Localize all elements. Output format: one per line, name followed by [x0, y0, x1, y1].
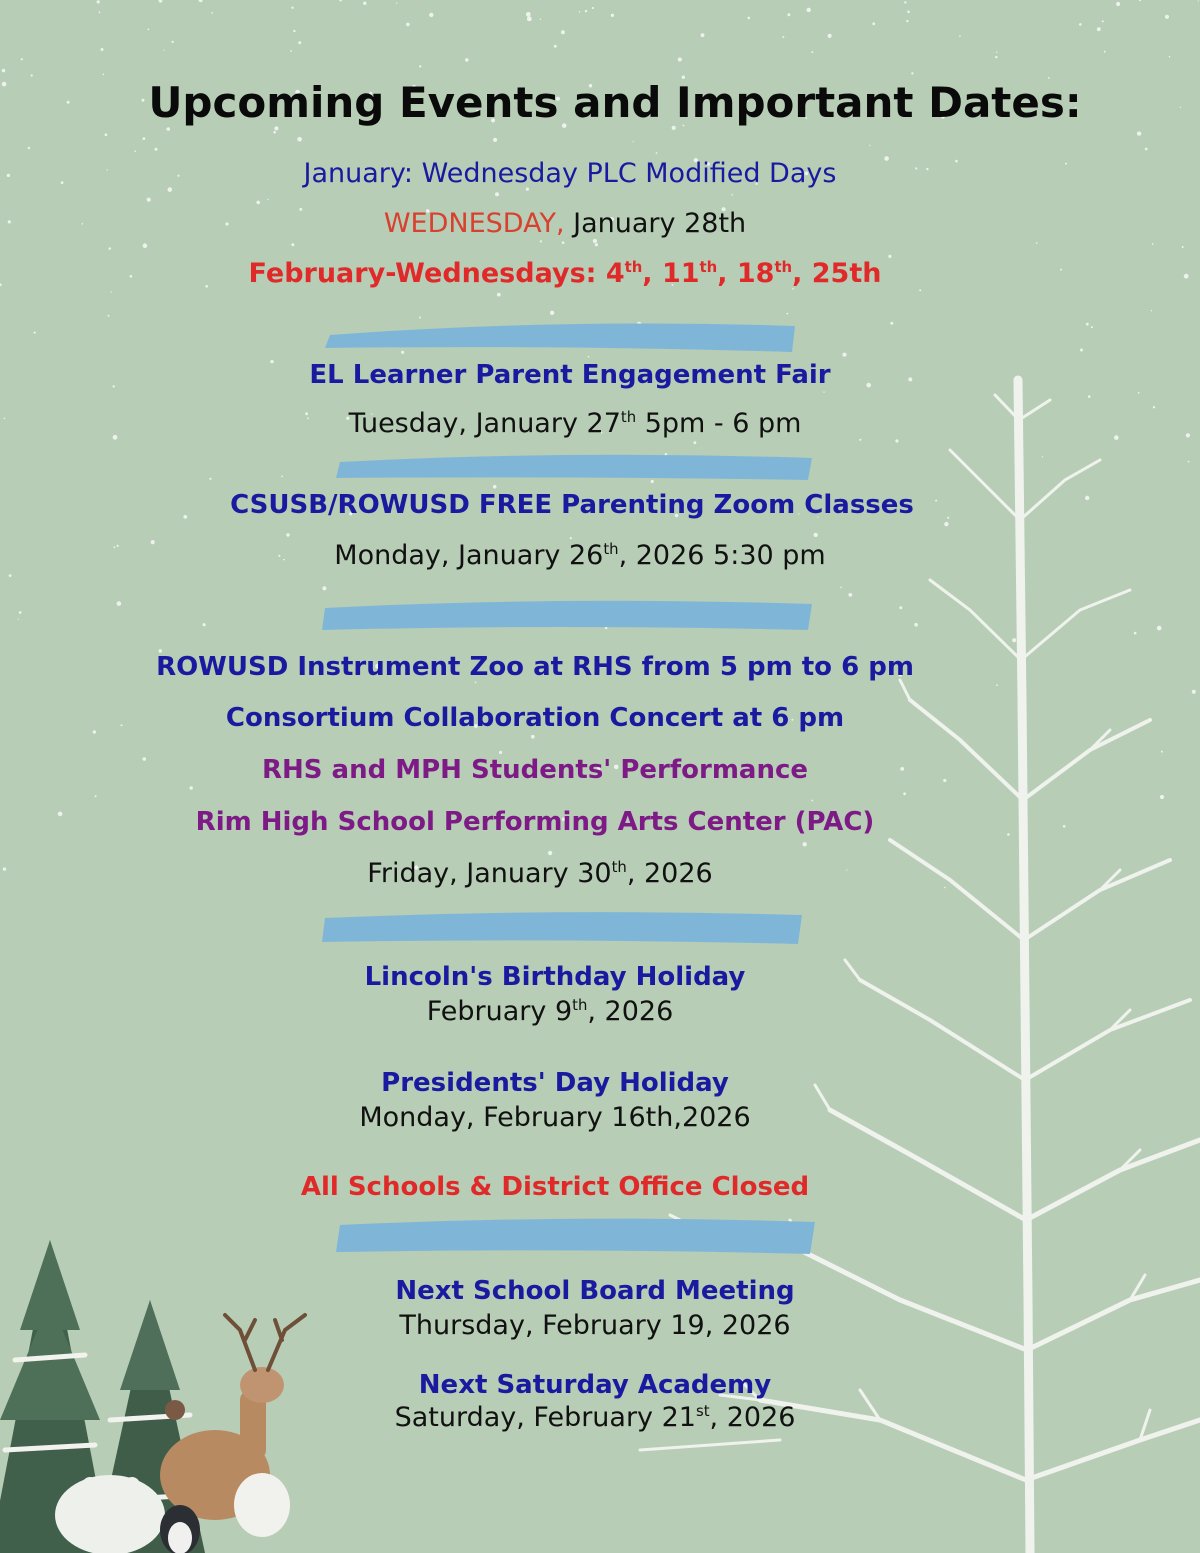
feb-date-3: , 18 [717, 258, 775, 289]
snow-speck [273, 131, 276, 134]
snow-speck [34, 332, 36, 334]
snow-speck [95, 795, 97, 797]
snow-speck [209, 478, 211, 480]
snow-speck [890, 322, 893, 325]
instrument-zoo-line: ROWUSD Instrument Zoo at RHS from 5 pm to 6 pm [156, 652, 914, 682]
snow-speck [895, 439, 898, 442]
snow-speck [267, 199, 268, 200]
snow-speck [1198, 0, 1199, 1]
snow-speck [1184, 274, 1189, 279]
el-fair-date-sup: th [620, 408, 637, 426]
snow-speck [872, 22, 875, 25]
brush-divider-1 [325, 323, 795, 352]
snow-speck [1091, 326, 1093, 328]
snow-speck [281, 476, 283, 478]
snow-speck [1152, 243, 1154, 245]
plc-february-dates [0, 258, 1165, 289]
snow-speck [1145, 148, 1148, 151]
snow-speck [919, 289, 921, 291]
brush-divider-4 [322, 912, 802, 944]
snow-speck [497, 293, 501, 297]
snow-speck [907, 11, 910, 14]
snow-speck [134, 151, 136, 153]
snow-speck [1186, 433, 1190, 437]
feb-sup-2: th [699, 258, 718, 276]
snow-speck [579, 11, 581, 13]
el-fair-time: 5pm - 6 pm [636, 408, 802, 439]
snow-speck [592, 7, 594, 9]
snow-speck [499, 751, 502, 754]
snow-speck [959, 35, 961, 37]
snow-speck [811, 800, 813, 802]
snow-speck [190, 786, 193, 789]
lincoln-date-year: , 2026 [587, 996, 674, 1027]
snow-speck [1042, 456, 1043, 457]
snow-speck [419, 317, 421, 319]
snow-speck [493, 138, 497, 142]
snow-speck [1116, 2, 1120, 6]
penguin-illustration [160, 1505, 200, 1553]
snow-speck [103, 74, 105, 76]
polar-bear-illustration [55, 1475, 165, 1553]
snow-speck [298, 41, 301, 44]
snow-speck [1160, 795, 1164, 799]
concert-date-sup: th [611, 858, 627, 876]
snow-speck [143, 137, 146, 140]
snow-speck [1165, 15, 1169, 19]
snow-speck [1137, 131, 1141, 135]
snow-speck [108, 315, 110, 317]
snow-speck [396, 2, 397, 3]
snow-speck [1097, 27, 1101, 31]
snow-speck [99, 11, 101, 13]
snow-speck [656, 152, 658, 154]
snow-speck [562, 241, 565, 244]
snow-speck [782, 36, 784, 38]
snow-speck [293, 30, 295, 32]
snow-speck [811, 51, 813, 53]
snow-speck [429, 13, 433, 17]
feb-date-1: February-Wednesdays: 4 [248, 258, 625, 289]
snow-speck [297, 137, 302, 142]
snow-speck [914, 623, 918, 627]
snow-speck [105, 133, 108, 136]
snow-speck [28, 147, 30, 149]
snow-speck [290, 50, 292, 52]
snow-speck [1086, 323, 1089, 326]
snow-speck [540, 240, 542, 242]
snow-speck [2, 82, 7, 87]
snow-speck [155, 148, 158, 151]
lincoln-date-day: February 9 [426, 996, 573, 1027]
snow-speck [339, 0, 342, 1]
snow-speck [996, 52, 997, 53]
snow-speck [527, 17, 532, 22]
academy-date-sup: st [695, 1402, 710, 1420]
page-title: Upcoming Events and Important Dates: [148, 78, 1082, 127]
snow-speck [996, 684, 998, 686]
snow-speck [823, 391, 824, 392]
snow-speck [807, 8, 811, 12]
el-fair-date [0, 408, 1175, 439]
snow-speck [19, 611, 22, 614]
snow-speck [1079, 23, 1082, 26]
lincoln-date [0, 996, 1150, 1027]
snow-speck [199, 0, 203, 2]
snow-speck [117, 601, 122, 606]
snow-speck [588, 356, 590, 358]
snow-speck [109, 247, 112, 250]
snow-speck [1182, 246, 1184, 248]
zoom-time: , 2026 5:30 pm [618, 540, 826, 571]
snow-speck [286, 533, 289, 536]
snow-speck [163, 50, 164, 51]
concert-line: Consortium Collaboration Concert at 6 pm [225, 703, 845, 733]
snow-speck [9, 574, 12, 577]
snow-speck [904, 1, 906, 3]
snow-speck [143, 243, 148, 248]
snow-speck [495, 192, 499, 196]
snow-speck [531, 735, 535, 739]
snow-speck [899, 606, 902, 609]
feb-date-4: , 25th [792, 258, 882, 289]
brush-divider-3 [322, 601, 812, 630]
concert-date [0, 858, 1140, 889]
snow-speck [167, 127, 171, 131]
performance-line: RHS and MPH Students' Performance [261, 755, 809, 785]
snow-speck [748, 17, 751, 20]
board-heading: Next School Board Meeting [395, 1276, 795, 1306]
snow-speck [291, 7, 293, 9]
snow-speck [1188, 461, 1190, 463]
academy-date [0, 1402, 1195, 1433]
snow-speck [1080, 349, 1083, 352]
snow-speck [21, 58, 23, 60]
snow-speck [848, 593, 852, 597]
snow-speck [694, 441, 697, 444]
snow-speck [701, 33, 705, 37]
snow-speck [322, 586, 326, 590]
venue-line: Rim High School Performing Arts Center (PAC) [195, 807, 875, 837]
snow-speck [911, 72, 913, 74]
academy-date-year: , 2026 [709, 1402, 796, 1433]
snow-speck [828, 34, 832, 38]
zoom-date-day: Monday, January 26 [334, 540, 604, 571]
plc-january-date [0, 208, 1165, 239]
snow-speck [1104, 51, 1106, 53]
concert-date-day: Friday, January 30 [367, 858, 612, 889]
snow-speck [633, 141, 634, 142]
feb-sup-3: th [774, 258, 793, 276]
snow-speck [1036, 242, 1038, 244]
snow-speck [585, 10, 587, 12]
feb-date-2: , 11 [642, 258, 700, 289]
snow-speck [2, 69, 5, 72]
lamb-illustration [234, 1473, 290, 1537]
snow-speck [1192, 690, 1196, 694]
snow-speck [465, 58, 469, 62]
presidents-heading: Presidents' Day Holiday [381, 1068, 729, 1098]
snow-speck [903, 792, 906, 795]
snow-speck [1138, 392, 1140, 394]
snow-speck [548, 851, 552, 855]
board-date: Thursday, February 19, 2026 [399, 1310, 791, 1341]
snow-speck [944, 522, 948, 526]
snow-speck [406, 23, 410, 27]
snow-speck [110, 291, 111, 292]
snow-speck [101, 48, 104, 51]
snow-speck [554, 45, 557, 48]
snow-speck [211, 12, 213, 14]
snow-speck [526, 12, 531, 17]
snow-speck [171, 41, 173, 43]
academy-heading: Next Saturday Academy [418, 1370, 772, 1400]
snow-speck [291, 243, 294, 246]
snow-speck [787, 13, 790, 16]
snow-speck [203, 623, 206, 626]
lincoln-heading: Lincoln's Birthday Holiday [364, 962, 746, 992]
zoom-date [0, 540, 1180, 571]
snow-speck [869, 145, 870, 146]
snow-speck [31, 74, 33, 76]
snow-speck [561, 30, 565, 34]
snow-speck [419, 65, 421, 67]
snow-speck [1134, 632, 1137, 635]
snow-speck [1012, 638, 1016, 642]
snow-speck [731, 194, 733, 196]
snow-speck [1102, 20, 1104, 22]
zoom-date-sup: th [603, 540, 619, 558]
snow-speck [1161, 751, 1163, 753]
el-fair-date-day: Tuesday, January 27 [348, 408, 621, 439]
snow-speck [995, 56, 997, 58]
snow-speck [1157, 626, 1162, 631]
snow-speck [570, 537, 572, 539]
snow-speck [1151, 310, 1152, 311]
snow-speck [540, 19, 541, 20]
snow-speck [147, 198, 151, 202]
plc-january-day: January 28th [564, 208, 747, 239]
closed-notice: All Schools & District Office Closed [300, 1172, 810, 1202]
snow-speck [401, 351, 404, 354]
el-fair-heading: EL Learner Parent Engagement Fair [309, 360, 831, 390]
snow-speck [611, 14, 614, 17]
brush-divider-5 [336, 1219, 815, 1254]
snow-speck [159, 0, 163, 3]
snow-speck [18, 619, 19, 620]
snow-speck [550, 311, 554, 315]
snow-speck [678, 57, 682, 61]
snow-speck [593, 239, 597, 243]
snow-speck [97, 0, 100, 3]
plc-heading: January: Wednesday PLC Modified Days [303, 158, 837, 189]
zoom-heading: CSUSB/ROWUSD FREE Parenting Zoom Classes [230, 490, 914, 520]
snow-speck [148, 28, 150, 30]
snow-speck [256, 201, 260, 205]
snow-speck [842, 353, 846, 357]
snow-speck [859, 439, 861, 441]
snow-speck [840, 587, 842, 589]
snow-speck [906, 20, 908, 22]
snow-speck [595, 243, 598, 246]
snow-speck [363, 2, 366, 5]
brush-divider-2 [336, 455, 812, 480]
snow-speck [1169, 56, 1171, 58]
lincoln-date-sup: th [572, 996, 588, 1014]
feb-sup-1: th [624, 258, 643, 276]
plc-january-weekday: WEDNESDAY, [383, 208, 565, 239]
snow-speck [786, 313, 788, 315]
snow-speck [1139, 0, 1141, 1]
academy-date-day: Saturday, February 21 [394, 1402, 696, 1433]
snow-speck [814, 533, 818, 537]
snow-speck [803, 842, 807, 846]
snow-speck [493, 485, 497, 489]
snow-speck [1088, 395, 1091, 398]
presidents-date: Monday, February 16th,2026 [359, 1102, 751, 1133]
concert-date-year: , 2026 [626, 858, 713, 889]
snow-speck [651, 480, 654, 483]
